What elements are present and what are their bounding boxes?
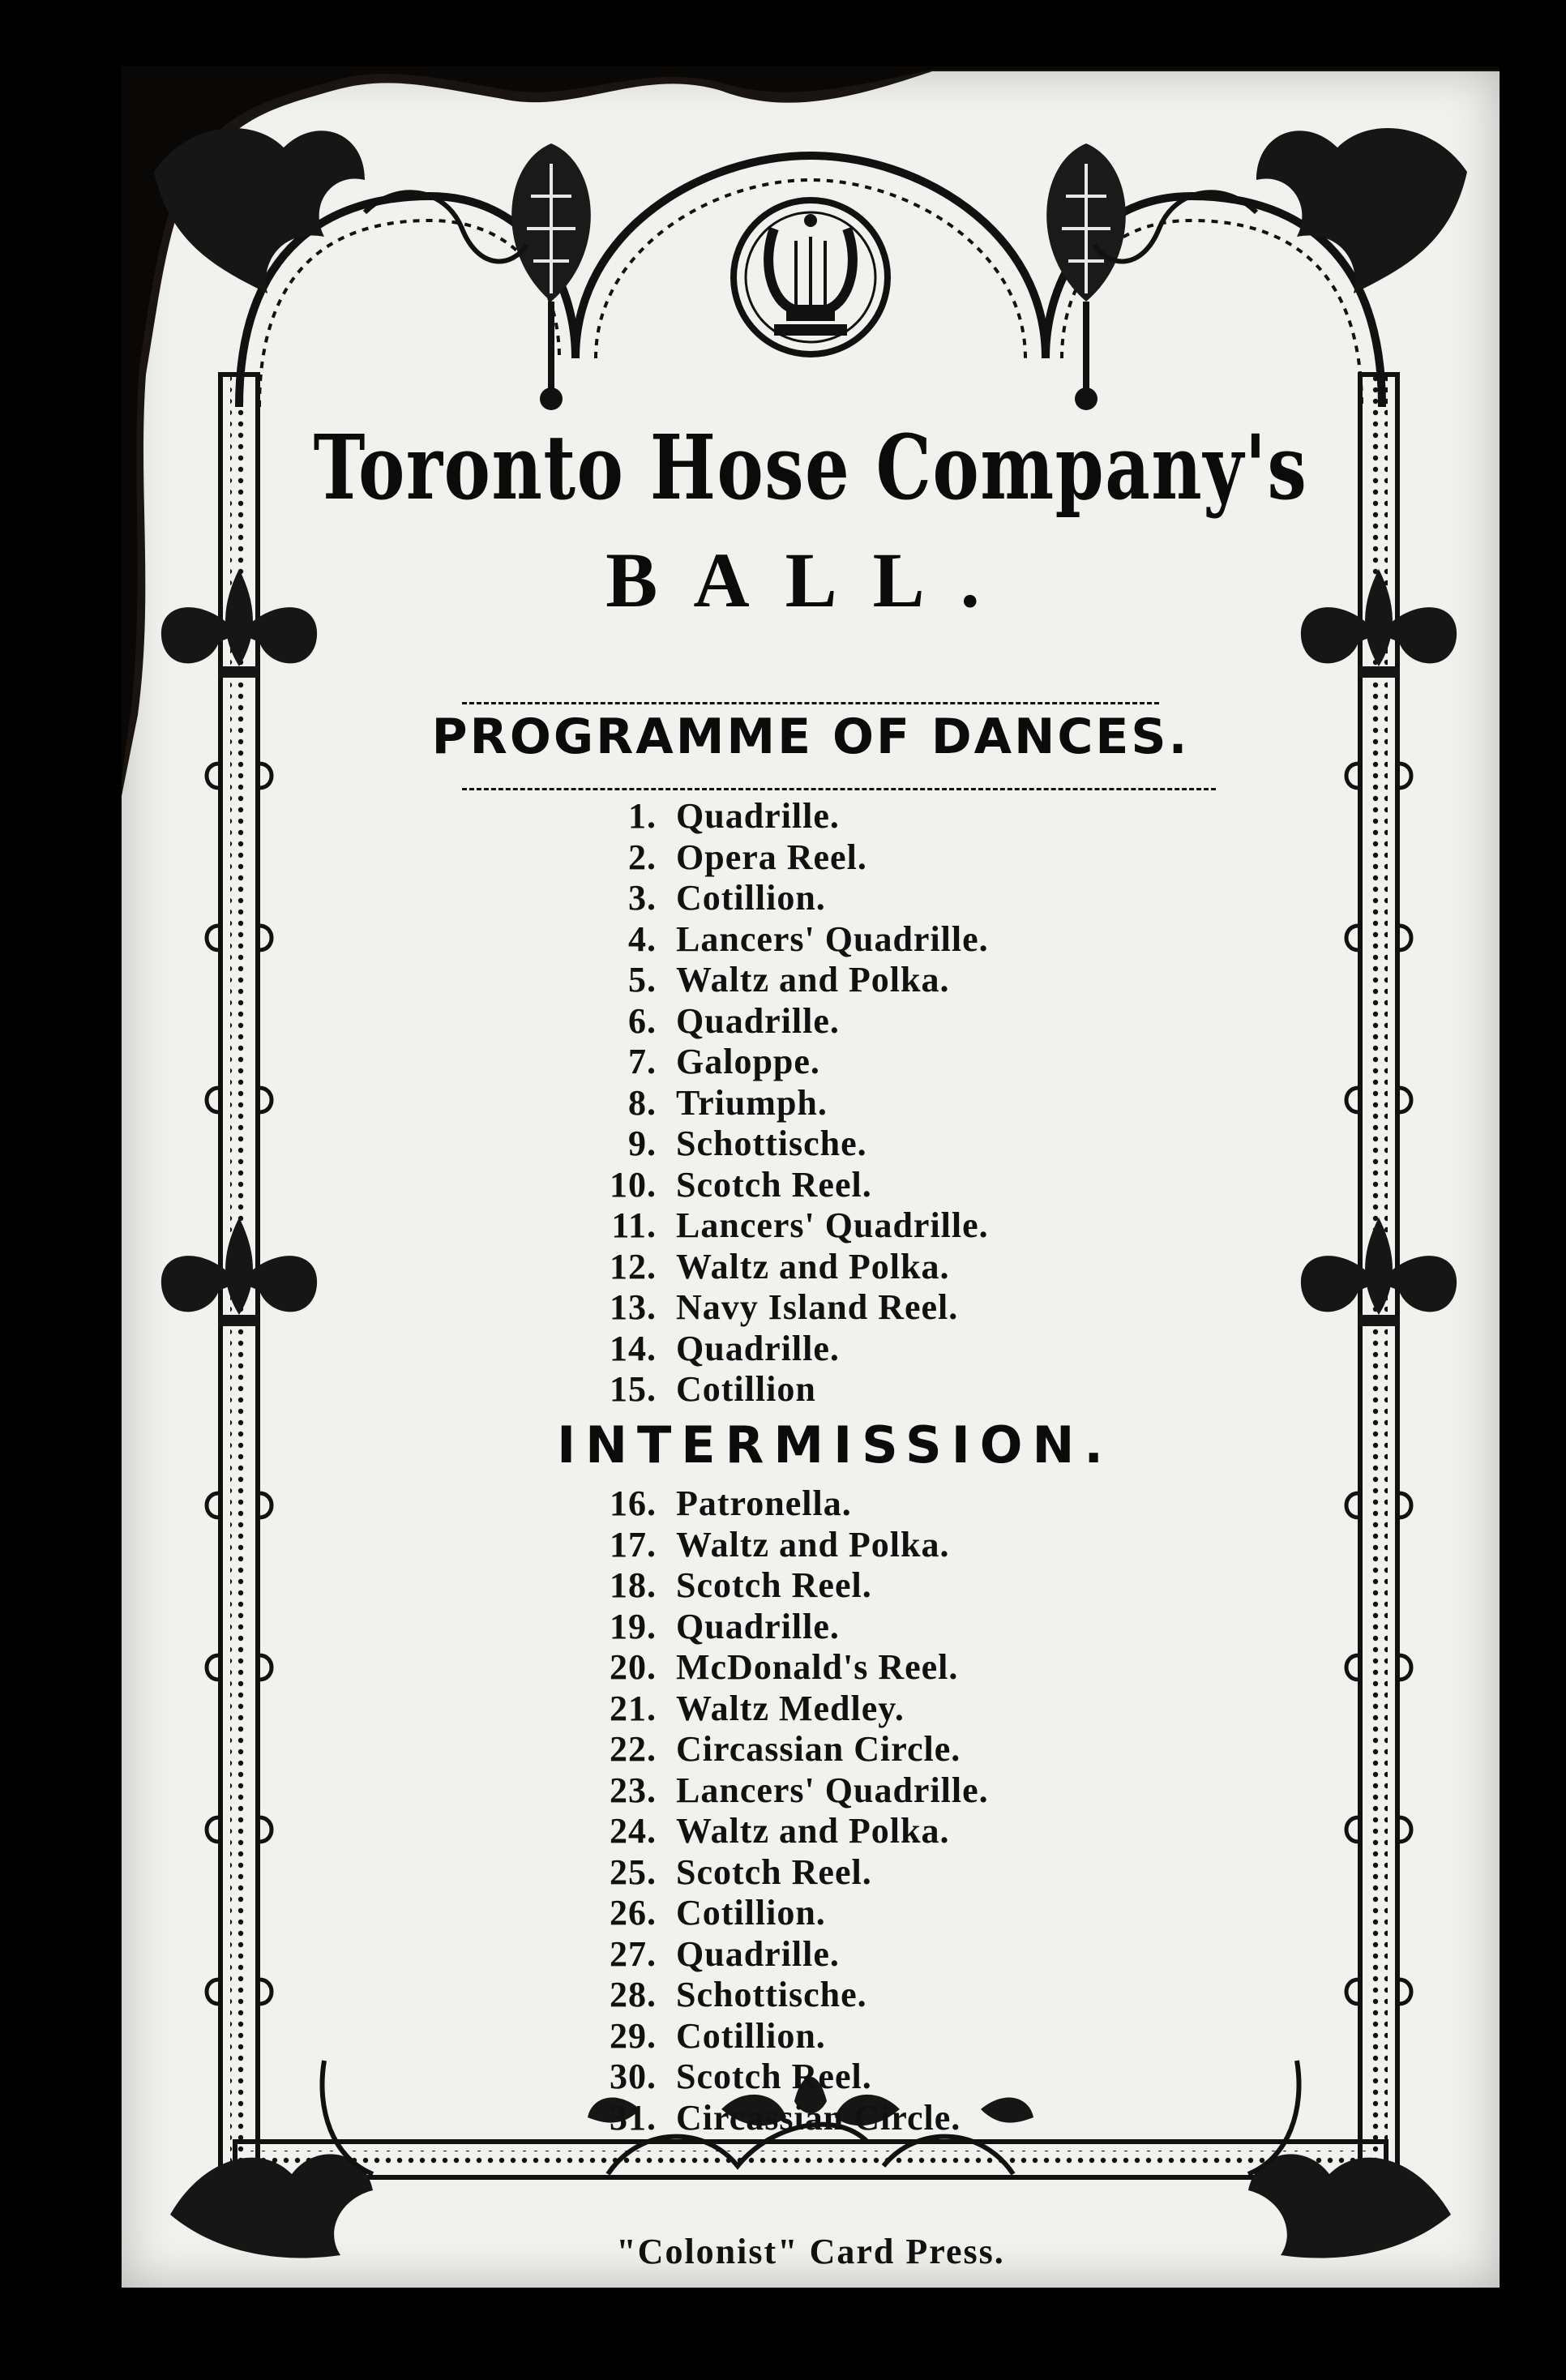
dance-item — [551, 1607, 989, 1648]
dance-name: Navy Island Reel. — [676, 1287, 959, 1327]
dance-name: Scotch Reel. — [676, 2057, 872, 2096]
dance-number: 26. — [610, 1893, 657, 1933]
dance-item — [551, 1811, 989, 1852]
dance-number: 17. — [610, 1524, 657, 1565]
dance-name: McDonald's Reel. — [676, 1647, 959, 1687]
dance-item — [551, 1525, 989, 1566]
leaf-pendant-icon — [1046, 143, 1126, 410]
dance-number: 22. — [610, 1729, 657, 1769]
dance-name: Cotillion — [676, 1369, 816, 1409]
dance-item — [551, 1369, 989, 1410]
dance-name: Cotillion. — [676, 2015, 826, 2056]
dance-number: 9. — [628, 1124, 657, 1163]
dance-item — [551, 1042, 989, 1083]
dance-item — [551, 960, 989, 1001]
dance-number: 15. — [610, 1369, 657, 1409]
dance-item — [551, 2057, 989, 2098]
dance-name: Waltz and Polka. — [676, 1811, 950, 1851]
dance-name: Lancers' Quadrille. — [676, 918, 989, 959]
dance-number: 30. — [610, 2057, 657, 2096]
printer-credit: "Colonist" Card Press. — [616, 2232, 1005, 2271]
dance-number: 13. — [610, 1287, 657, 1327]
dance-number: 31. — [610, 2097, 657, 2138]
dance-item — [551, 878, 989, 919]
dance-name: Scotch Reel. — [676, 1565, 872, 1605]
dance-item — [551, 1001, 989, 1042]
dance-name: Quadrille. — [676, 1933, 840, 1974]
dance-item — [551, 1729, 989, 1770]
dance-item — [551, 1205, 989, 1247]
lyre-icon — [734, 200, 888, 354]
dance-item — [551, 1565, 989, 1607]
dance-item — [551, 1165, 989, 1206]
dance-number: 21. — [610, 1688, 657, 1728]
dance-card — [122, 66, 1500, 2288]
intermission-heading: INTERMISSION. — [557, 1415, 1113, 1475]
dance-item — [551, 1852, 989, 1894]
dance-item — [551, 2016, 989, 2057]
dance-number: 5. — [628, 960, 657, 1000]
dance-number: 20. — [610, 1647, 657, 1687]
dance-item — [551, 1287, 989, 1329]
dance-name: Schottische. — [676, 1975, 867, 2014]
dance-name: Quadrille. — [676, 1606, 840, 1646]
dance-name: Circassian Circle. — [676, 1729, 961, 1769]
dance-name: Circassian Circle. — [676, 2097, 961, 2138]
dance-name: Lancers' Quadrille. — [676, 1205, 989, 1245]
dance-name: Cotillion. — [676, 878, 826, 918]
dance-list-part-one — [551, 796, 989, 1410]
dance-name: Opera Reel. — [676, 837, 867, 877]
dance-item — [551, 1689, 989, 1730]
dance-number: 6. — [628, 1000, 657, 1041]
dance-number: 19. — [610, 1606, 657, 1646]
dance-number: 27. — [610, 1933, 657, 1974]
dance-list-part-two — [551, 1483, 989, 2138]
dance-name: Cotillion. — [676, 1893, 826, 1933]
dance-item — [551, 1329, 989, 1370]
dance-item — [551, 1483, 989, 1525]
dance-number: 4. — [628, 918, 657, 959]
card-title: Toronto Hose Company's — [313, 415, 1308, 520]
divider — [462, 702, 1159, 704]
dance-item — [551, 1893, 989, 1934]
dance-number: 18. — [610, 1565, 657, 1605]
dance-number: 10. — [610, 1164, 657, 1205]
dance-name: Waltz and Polka. — [676, 960, 950, 1000]
dance-item — [551, 1975, 989, 2016]
dance-number: 29. — [610, 2015, 657, 2056]
dance-item — [551, 1770, 989, 1812]
dance-number: 16. — [610, 1483, 657, 1523]
dance-item — [551, 1124, 989, 1165]
dance-item — [551, 2098, 989, 2139]
bottom-border — [235, 2142, 1386, 2177]
leaf-pendant-icon — [511, 143, 591, 410]
dance-name: Triumph. — [676, 1082, 828, 1123]
dance-name: Quadrille. — [676, 796, 840, 836]
dance-name: Waltz Medley. — [676, 1688, 905, 1728]
programme-heading: PROGRAMME OF DANCES. — [431, 708, 1190, 765]
dance-name: Waltz and Polka. — [676, 1524, 950, 1565]
dance-item — [551, 1934, 989, 1975]
dance-name: Galoppe. — [676, 1042, 820, 1081]
dance-name: Quadrille. — [676, 1328, 840, 1368]
dance-number: 25. — [610, 1851, 657, 1892]
dance-name: Schottische. — [676, 1124, 867, 1163]
divider — [462, 788, 1216, 790]
dance-number: 14. — [610, 1328, 657, 1368]
dance-number: 3. — [628, 878, 657, 918]
dance-name: Lancers' Quadrille. — [676, 1770, 989, 1810]
dance-number: 12. — [610, 1246, 657, 1286]
dance-number: 7. — [628, 1042, 657, 1081]
dance-item — [551, 919, 989, 961]
dance-name: Quadrille. — [676, 1000, 840, 1041]
dance-number: 11. — [611, 1205, 657, 1245]
dance-number: 8. — [628, 1082, 657, 1123]
dance-name: Patronella. — [676, 1483, 852, 1523]
dance-item — [551, 1247, 989, 1288]
dance-number: 24. — [610, 1811, 657, 1851]
dance-item — [551, 1083, 989, 1124]
card-title-ball: BALL. — [605, 537, 1016, 623]
dance-name: Scotch Reel. — [676, 1164, 872, 1205]
dance-number: 28. — [610, 1975, 657, 2014]
dance-item — [551, 1647, 989, 1689]
dance-number: 2. — [628, 837, 657, 877]
dance-name: Waltz and Polka. — [676, 1246, 950, 1286]
dance-number: 1. — [628, 796, 657, 836]
dance-item — [551, 837, 989, 879]
dance-item — [551, 796, 989, 837]
dance-number: 23. — [610, 1770, 657, 1810]
dance-name: Scotch Reel. — [676, 1851, 872, 1892]
